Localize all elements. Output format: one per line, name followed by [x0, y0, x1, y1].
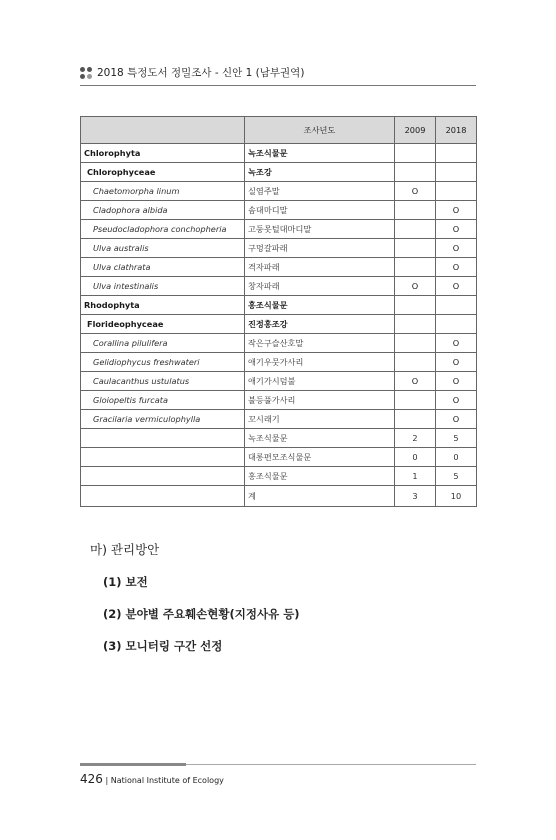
table-cell: 진정홍조강 [245, 315, 395, 334]
table-cell [395, 353, 436, 372]
table-cell: 작은구슬산호말 [245, 334, 395, 353]
table-cell: 불등풀가사리 [245, 391, 395, 410]
table-row [81, 486, 477, 507]
table-cell [395, 296, 436, 315]
table-header-row [81, 117, 477, 144]
page-footer [80, 772, 224, 786]
table-cell: 5 [436, 467, 477, 486]
table-cell: O [395, 182, 436, 201]
table-row [81, 467, 477, 486]
table-cell: Caulacanthus ustulatus [81, 372, 245, 391]
table-cell [81, 467, 245, 486]
table-row [81, 258, 477, 277]
table-header-cell: 조사년도 [245, 117, 395, 144]
table-cell: 녹조식물문 [245, 429, 395, 448]
table-cell: Gelidiophycus freshwateri [81, 353, 245, 372]
table-cell: 2 [395, 429, 436, 448]
table-row [81, 334, 477, 353]
table-cell: 0 [436, 448, 477, 467]
table-cell [81, 448, 245, 467]
table-cell: Ulva australis [81, 239, 245, 258]
table-cell: Pseudocladophora conchopheria [81, 220, 245, 239]
table-cell: 홍조식물문 [245, 296, 395, 315]
table-header-cell [81, 117, 245, 144]
table-cell [395, 144, 436, 163]
table-cell: Ulva intestinalis [81, 277, 245, 296]
table-row [81, 163, 477, 182]
table-cell: 녹조강 [245, 163, 395, 182]
table-row [81, 277, 477, 296]
table-cell: 3 [395, 486, 436, 507]
table-row [81, 410, 477, 429]
footer-rule-light [186, 764, 476, 765]
table-cell: 격자파래 [245, 258, 395, 277]
table-cell: 10 [436, 486, 477, 507]
table-cell [436, 144, 477, 163]
table-cell [395, 220, 436, 239]
table-cell [395, 391, 436, 410]
table-cell: Chlorophyta [81, 144, 245, 163]
table-cell [395, 239, 436, 258]
table-cell [395, 410, 436, 429]
footer-rule-dark [80, 763, 186, 766]
table-row [81, 144, 477, 163]
table-cell [81, 429, 245, 448]
table-cell: 홍조식물문 [245, 467, 395, 486]
table-cell: 녹조식물문 [245, 144, 395, 163]
table-cell: O [436, 258, 477, 277]
species-table [80, 116, 477, 507]
footer-separator: | [105, 776, 109, 785]
table-cell: 1 [395, 467, 436, 486]
table-cell: Florideophyceae [81, 315, 245, 334]
table-cell [436, 163, 477, 182]
table-cell: 애기우뭇가사리 [245, 353, 395, 372]
table-cell: 0 [395, 448, 436, 467]
section-item: (2) 분야별 주요훼손현황(지정사유 등) [103, 607, 300, 621]
table-cell: Gracilaria vermiculophylla [81, 410, 245, 429]
table-cell: O [436, 353, 477, 372]
table-cell: O [436, 334, 477, 353]
table-row [81, 296, 477, 315]
section-title: 마) 관리방안 [90, 542, 160, 557]
table-cell: 꼬시래기 [245, 410, 395, 429]
table-row [81, 239, 477, 258]
table-cell: 애기가시덤불 [245, 372, 395, 391]
table-cell: Chaetomorpha linum [81, 182, 245, 201]
table-cell: Cladophora albida [81, 201, 245, 220]
table-cell [81, 486, 245, 507]
table-cell: 5 [436, 429, 477, 448]
table-cell: O [436, 372, 477, 391]
table-cell: 실염주말 [245, 182, 395, 201]
table-body [81, 144, 477, 507]
table-cell [395, 163, 436, 182]
table-cell: 대롱편모조식물문 [245, 448, 395, 467]
table-cell [436, 296, 477, 315]
table-header-cell: 2009 [395, 117, 436, 144]
table-header-cell: 2018 [436, 117, 477, 144]
table-cell: Corallina pilulifera [81, 334, 245, 353]
table-cell: O [436, 391, 477, 410]
table-cell: 고둥못털대마디말 [245, 220, 395, 239]
table-cell: O [436, 220, 477, 239]
table-cell: Ulva clathrata [81, 258, 245, 277]
table-cell [395, 258, 436, 277]
table-cell: 계 [245, 486, 395, 507]
table-row [81, 429, 477, 448]
table-row [81, 201, 477, 220]
section-item: (3) 모니터링 구간 선정 [103, 639, 223, 653]
table-cell [395, 201, 436, 220]
footer-institute: National Institute of Ecology [110, 776, 224, 785]
table-cell: O [436, 410, 477, 429]
table-row [81, 182, 477, 201]
table-cell: 창자파래 [245, 277, 395, 296]
running-header [80, 64, 476, 84]
table-cell: O [436, 201, 477, 220]
header-rule [80, 85, 476, 86]
table-row [81, 353, 477, 372]
table-cell: O [436, 239, 477, 258]
table-cell: Gloiopeltis furcata [81, 391, 245, 410]
table-cell: 솜대마디말 [245, 201, 395, 220]
table-cell: O [395, 277, 436, 296]
table-cell [436, 182, 477, 201]
table-cell: O [395, 372, 436, 391]
table-cell [436, 315, 477, 334]
section-item: (1) 보전 [103, 575, 148, 589]
table-cell [395, 334, 436, 353]
table-cell: 구멍갈파래 [245, 239, 395, 258]
table-row [81, 372, 477, 391]
table-cell: Rhodophyta [81, 296, 245, 315]
table-cell: O [436, 277, 477, 296]
table-row [81, 315, 477, 334]
table-cell [395, 315, 436, 334]
management-section [90, 540, 300, 670]
table-row [81, 448, 477, 467]
page-number: 426 [80, 772, 103, 786]
four-dots-icon [80, 67, 92, 79]
table-cell: Chlorophyceae [81, 163, 245, 182]
running-header-text: 2018 특정도서 정밀조사 - 신안 1 (남부권역) [97, 67, 305, 79]
table-row [81, 391, 477, 410]
table-row [81, 220, 477, 239]
